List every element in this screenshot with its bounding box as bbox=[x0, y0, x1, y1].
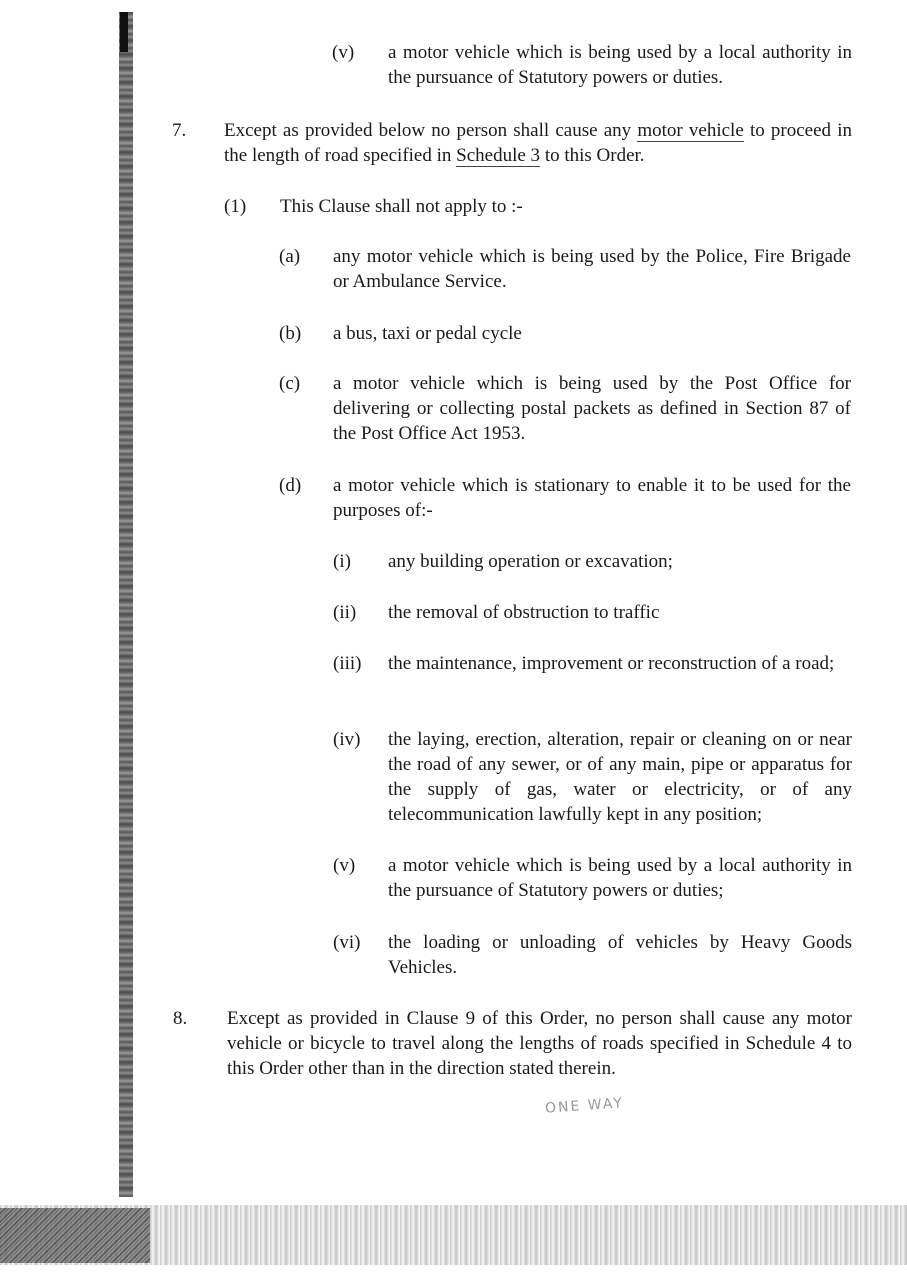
clause-number: 8. bbox=[173, 1008, 188, 1029]
scan-shadow-left-top bbox=[120, 12, 128, 52]
scan-shadow-left bbox=[119, 12, 133, 1197]
item-label: (vi) bbox=[333, 932, 361, 953]
item-label: (a) bbox=[279, 246, 301, 267]
item-text: the removal of obstruction to traffic bbox=[388, 602, 660, 623]
item-text: a bus, taxi or pedal cycle bbox=[333, 323, 522, 344]
item-label: (v) bbox=[332, 42, 355, 63]
item-label: (d) bbox=[279, 475, 302, 496]
item-text: the laying, erection, alteration, repair or cleaning on or near the road of any sewer, or of any main, pipe or apparatus for the supply of gas, water or electricity, or of any telecommunication lawfully kept in any position; bbox=[388, 729, 852, 825]
item-text: any building operation or excavation; bbox=[388, 551, 673, 572]
item-text: a motor vehicle which is stationary to enable it to be used for the purposes of:- bbox=[333, 475, 851, 521]
clause-number: 7. bbox=[172, 120, 187, 141]
item-label: (i) bbox=[333, 551, 351, 572]
item-text: the loading or unloading of vehicles by Heavy Goods Vehicles. bbox=[388, 932, 852, 978]
item-text: any motor vehicle which is being used by the Police, Fire Brigade or Ambulance Service. bbox=[333, 246, 851, 292]
item-label: (b) bbox=[279, 323, 302, 344]
clause-text: Except as provided below no person shall cause any motor vehicle to proceed in the length of road specified in Schedule 3 to this Order. bbox=[224, 120, 853, 166]
scan-shadow-bottom-left bbox=[0, 1208, 150, 1263]
clause-text: Except as provided in Clause 9 of this Order, no person shall cause any motor vehicle or bicycle to travel along the lengths of roads specified in Schedule 4 to this Order other than in the direction stated therein. bbox=[227, 1008, 852, 1079]
item-label: (ii) bbox=[333, 602, 357, 623]
item-text: This Clause shall not apply to :- bbox=[280, 196, 523, 217]
item-label: (v) bbox=[333, 855, 356, 876]
item-text: a motor vehicle which is being used by the Post Office for delivering or collecting postal packets as defined in Section 87 of the Post Office Act 1953. bbox=[333, 373, 851, 444]
item-text: a motor vehicle which is being used by a local authority in the pursuance of Statutory powers or duties; bbox=[388, 855, 852, 901]
handwritten-note: ONE WAY bbox=[544, 1095, 625, 1117]
item-label: (1) bbox=[224, 196, 247, 217]
item-label: (iii) bbox=[333, 653, 362, 674]
item-text: a motor vehicle which is being used by a local authority in the pursuance of Statutory powers or duties. bbox=[388, 42, 852, 88]
item-text: the maintenance, improvement or reconstruction of a road; bbox=[388, 653, 835, 674]
item-label: (c) bbox=[279, 373, 301, 394]
item-label: (iv) bbox=[333, 729, 361, 750]
